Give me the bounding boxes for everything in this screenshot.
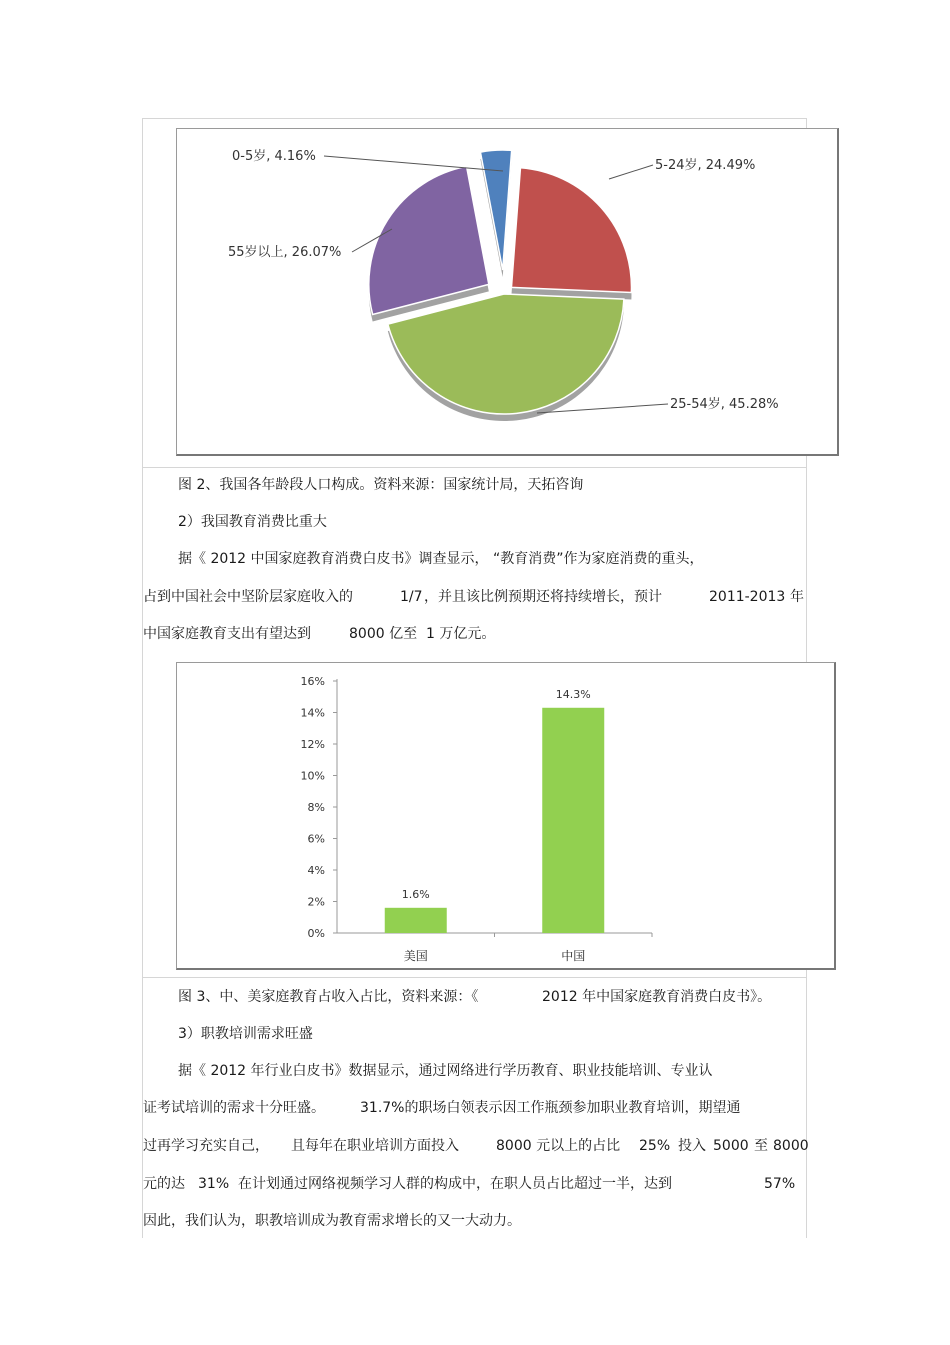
section3-line5: 因此，我们认为，职教培训成为教育需求增长的又一大动力。 — [143, 1213, 521, 1229]
bar-data-label: 1.6% — [401, 887, 430, 901]
section3-line3g: 至 — [754, 1138, 768, 1154]
section2-line2c: ，并且该比例预期还将持续增长，预计 — [424, 589, 662, 605]
section3-heading: 3）职教培训需求旺盛 — [178, 1026, 313, 1042]
pie-leader-line — [609, 165, 653, 179]
section3-line4d: 57% — [764, 1176, 796, 1192]
section2-line2b: 1/7 — [400, 589, 423, 605]
pie-svg — [177, 129, 837, 454]
section3-line4b: 31% — [198, 1176, 230, 1192]
section3-line2a: 证考试培训的需求十分旺盛。 — [143, 1100, 325, 1116]
pie-label: 25-54岁, 45.28% — [670, 397, 779, 412]
figure3-caption-b: 2012 年中国家庭教育消费白皮书》。 — [542, 989, 772, 1005]
age-pie-chart — [176, 128, 839, 456]
frame-divider-2 — [142, 977, 806, 978]
y-tick-label: 0% — [307, 927, 325, 940]
pie-leader-line — [324, 156, 503, 171]
section3-line4a: 元的达 — [143, 1176, 185, 1192]
section3-line3a: 过再学习充实自己， — [143, 1138, 269, 1154]
pie-label: 55岁以上, 26.07% — [228, 245, 342, 260]
frame-top — [142, 118, 806, 119]
y-tick-label: 6% — [307, 832, 325, 846]
frame-left — [142, 118, 143, 1238]
section3-line3c: 8000 元以上的占比 — [496, 1138, 621, 1154]
section3-line3d: 25% — [639, 1138, 671, 1154]
y-tick-label: 14% — [300, 706, 325, 720]
y-tick-label: 4% — [307, 864, 325, 877]
pie-label: 5-24岁, 24.49% — [655, 158, 756, 173]
y-tick-label: 10% — [300, 769, 325, 783]
bar — [385, 908, 447, 933]
section3-line2b: 31.7%的职场白领表示因工作瓶颈参加职业教育培训，期望通 — [360, 1100, 741, 1116]
bar-svg — [177, 663, 834, 968]
section3-line4c: 在计划通过网络视频学习人群的构成中，在职人员占比超过一半，达到 — [238, 1176, 672, 1192]
y-tick-label: 16% — [300, 675, 325, 688]
pie-label: 0-5岁, 4.16% — [232, 149, 316, 164]
x-category-label: 中国 — [561, 949, 586, 963]
pie-slice — [511, 168, 631, 293]
bar — [542, 708, 604, 933]
section2-heading: 2）我国教育消费比重大 — [178, 514, 327, 530]
section2-line2a: 占到中国社会中坚阶层家庭收入的 — [143, 589, 353, 605]
section2-line2d: 2011-2013 — [709, 589, 786, 605]
y-tick-label: 8% — [307, 801, 325, 814]
pie-slice — [388, 294, 624, 414]
section2-line2e: 年 — [790, 589, 804, 605]
figure2-caption: 图 2、我国各年龄段人口构成。资料来源：国家统计局，天拓咨询 — [178, 477, 584, 493]
y-tick-label: 12% — [300, 738, 325, 751]
section2-line3b: 8000 亿至 — [349, 626, 418, 642]
section3-line3b: 且每年在职业培训方面投入 — [291, 1138, 459, 1154]
section3-line3e: 投入 — [678, 1138, 706, 1154]
frame-divider-1 — [142, 467, 806, 468]
y-tick-label: 2% — [307, 895, 325, 909]
x-category-label: 美国 — [403, 949, 428, 963]
section2-line3a: 中国家庭教育支出有望达到 — [143, 626, 311, 642]
pie-slice — [480, 150, 511, 270]
section3-line3f: 5000 — [713, 1138, 749, 1154]
section3-line3h: 8000 — [773, 1138, 809, 1154]
bar-data-label: 14.3% — [555, 687, 591, 701]
education-bar-chart — [176, 662, 836, 970]
section3-line1: 据《 2012 年行业白皮书》数据显示，通过网络进行学历教育、职业技能培训、专业认 — [178, 1063, 713, 1079]
section2-line1: 据《 2012 中国家庭教育消费白皮书》调查显示， “教育消费”作为家庭消费的重头， — [178, 551, 704, 567]
section2-line3c: 1 万亿元。 — [426, 626, 496, 642]
figure3-caption-a: 图 3、中、美家庭教育占收入占比，资料来源：《 — [178, 989, 479, 1005]
